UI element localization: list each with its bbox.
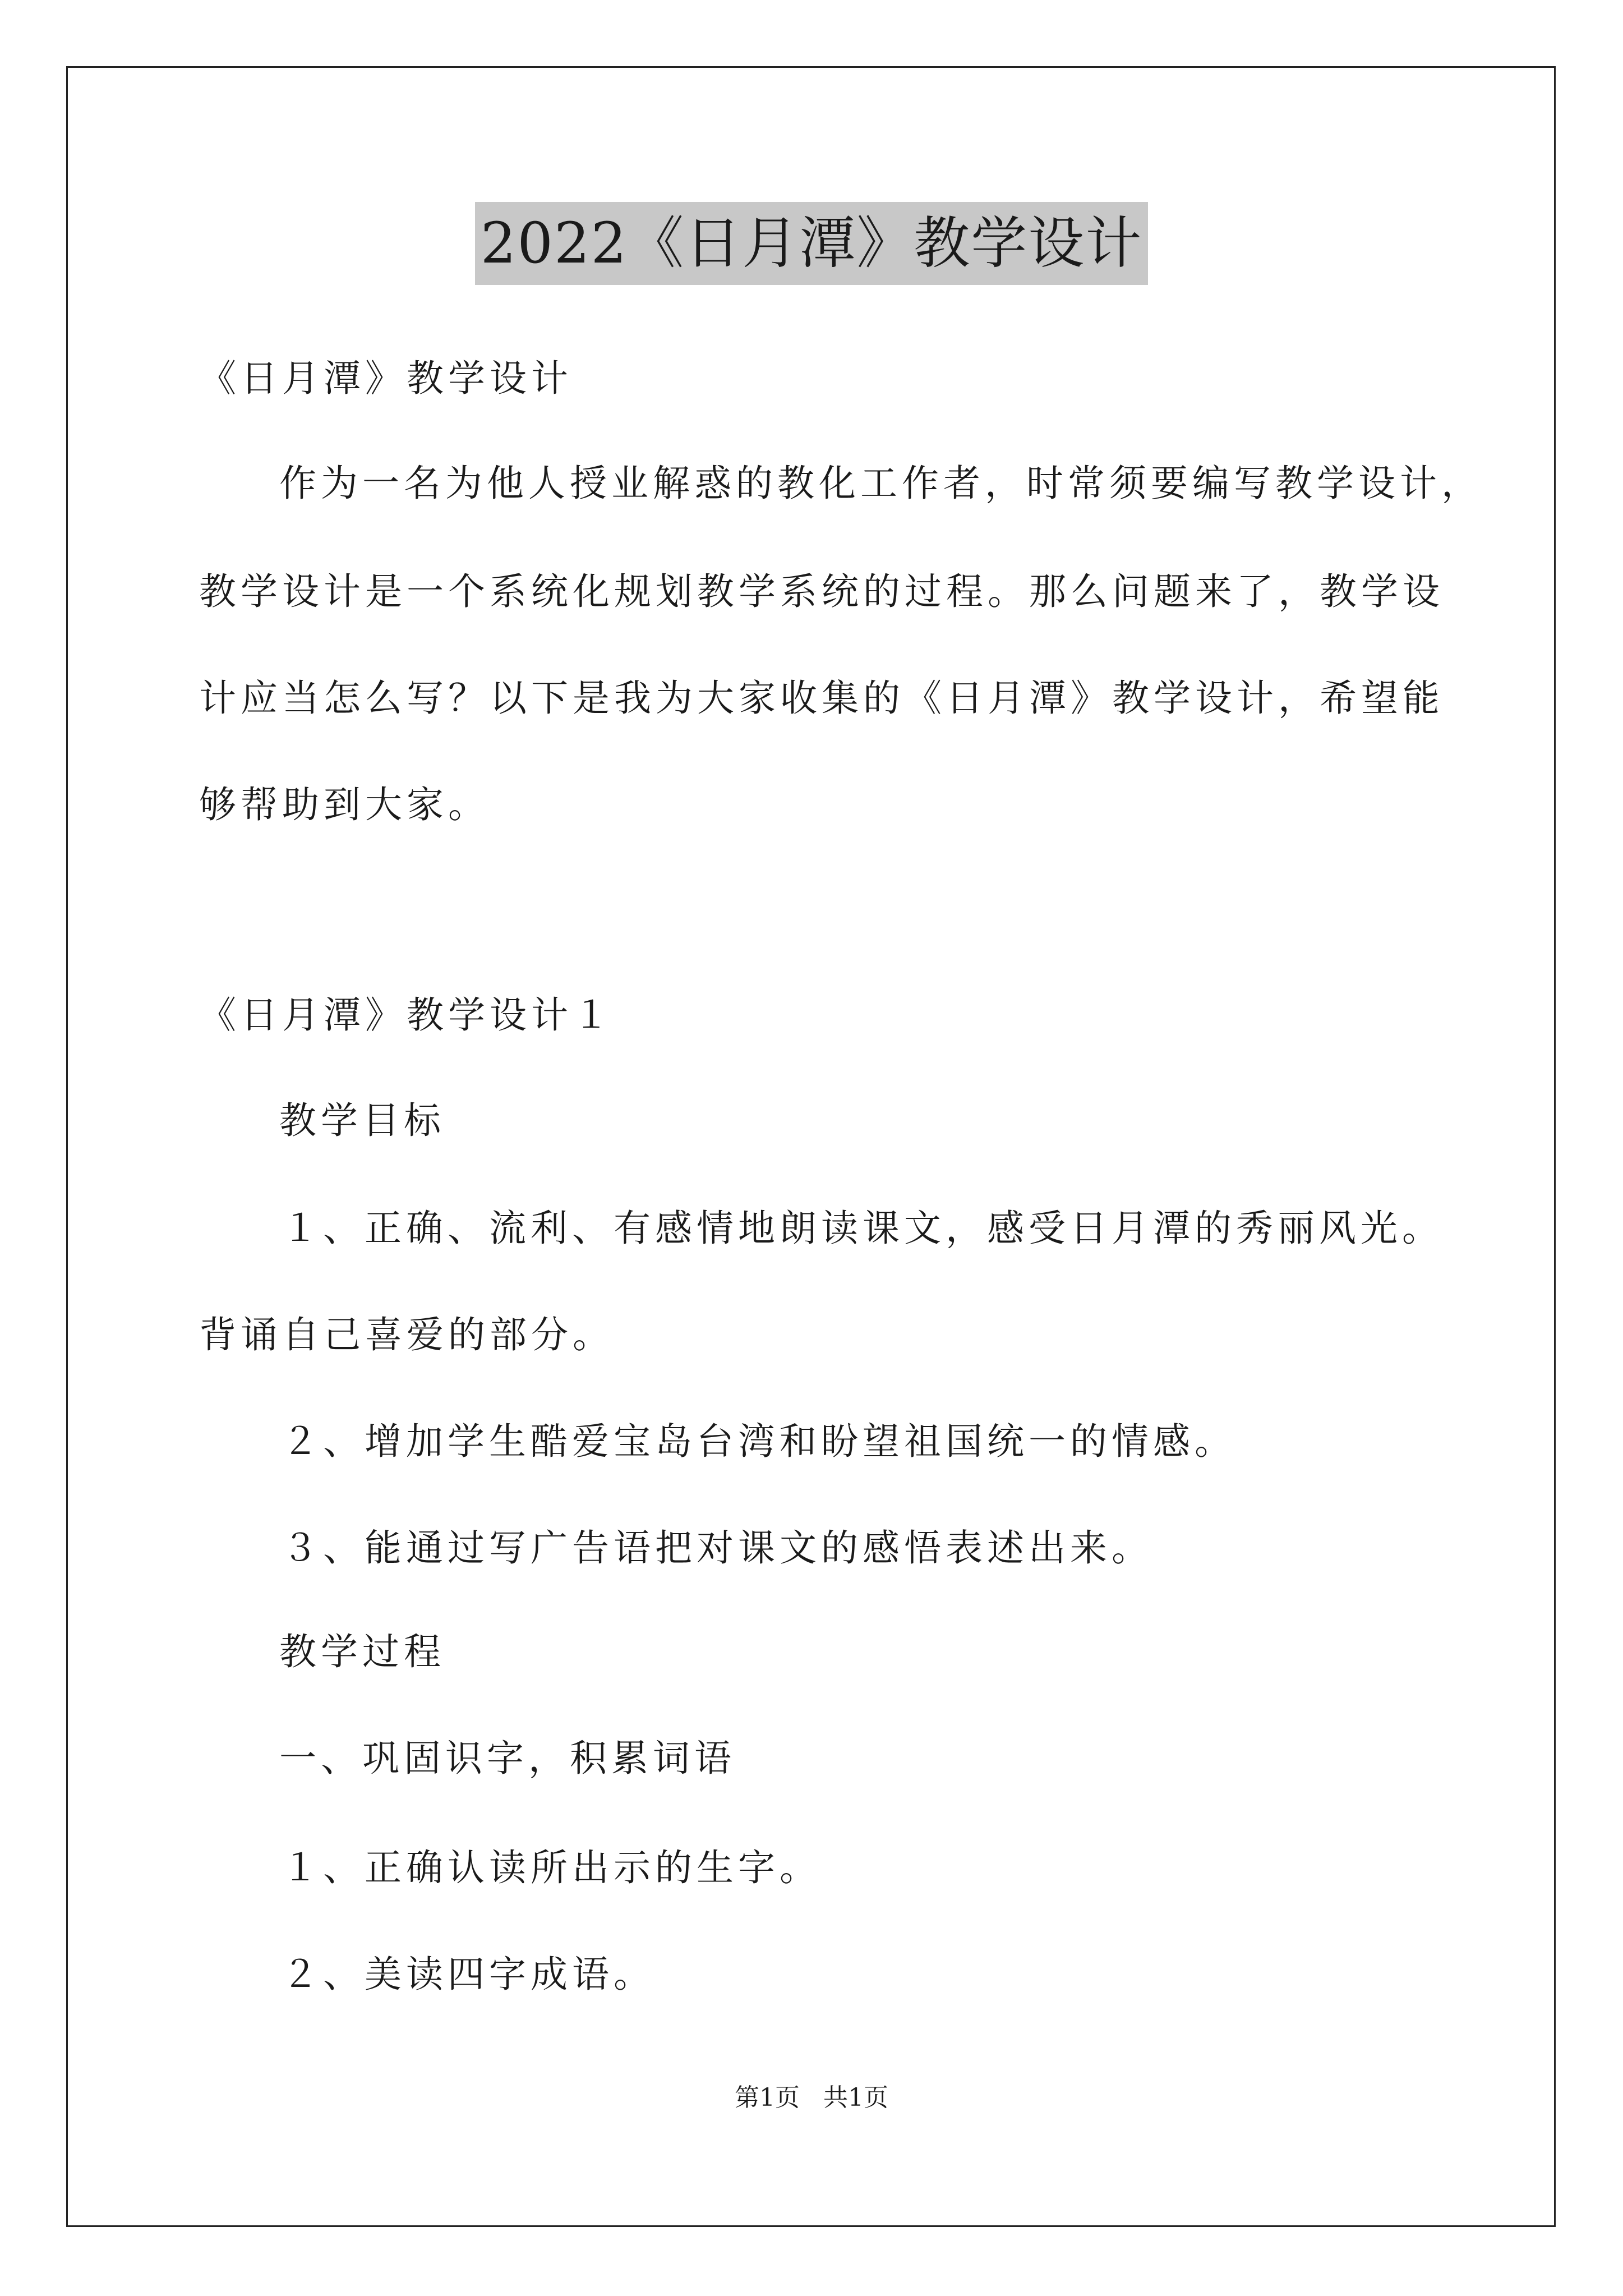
goal-1-line-1: １、正确、流利、有感情地朗读课文，感受日月潭的秀丽风光。 (282, 1207, 1444, 1250)
title-container (0, 202, 1623, 285)
intro-line-4: 够帮助到大家。 (199, 783, 490, 826)
goal-2: ２、增加学生酷爱宝岛台湾和盼望祖国统一的情感。 (282, 1420, 1236, 1463)
goals-heading: 教学目标 (279, 1099, 445, 1142)
document-title: 2022《日月潭》教学设计 (475, 202, 1149, 285)
intro-line-3: 计应当怎么写？以下是我为大家收集的《日月潭》教学设计，希望能 (199, 677, 1444, 720)
document-subtitle: 《日月潭》教学设计 (199, 357, 573, 400)
intro-line-1: 作为一名为他人授业解惑的教化工作者，时常须要编写教学设计， (279, 462, 1483, 505)
step-1-heading: 一、巩固识字，积累词语 (279, 1737, 736, 1780)
intro-line-2: 教学设计是一个系统化规划教学系统的过程。那么问题来了，教学设 (199, 570, 1444, 613)
step-1-item-1: １、正确认读所出示的生字。 (282, 1846, 821, 1889)
goal-1-line-2: 背诵自己喜爱的部分。 (199, 1313, 614, 1356)
section-heading: 《日月潭》教学设计１ (199, 993, 614, 1037)
goal-3: ３、能通过写广告语把对课文的感悟表述出来。 (282, 1526, 1153, 1570)
process-heading: 教学过程 (279, 1630, 445, 1673)
page-footer: 第1页 共1页 (735, 2083, 888, 2112)
step-1-item-2: ２、美读四字成语。 (282, 1953, 655, 1996)
